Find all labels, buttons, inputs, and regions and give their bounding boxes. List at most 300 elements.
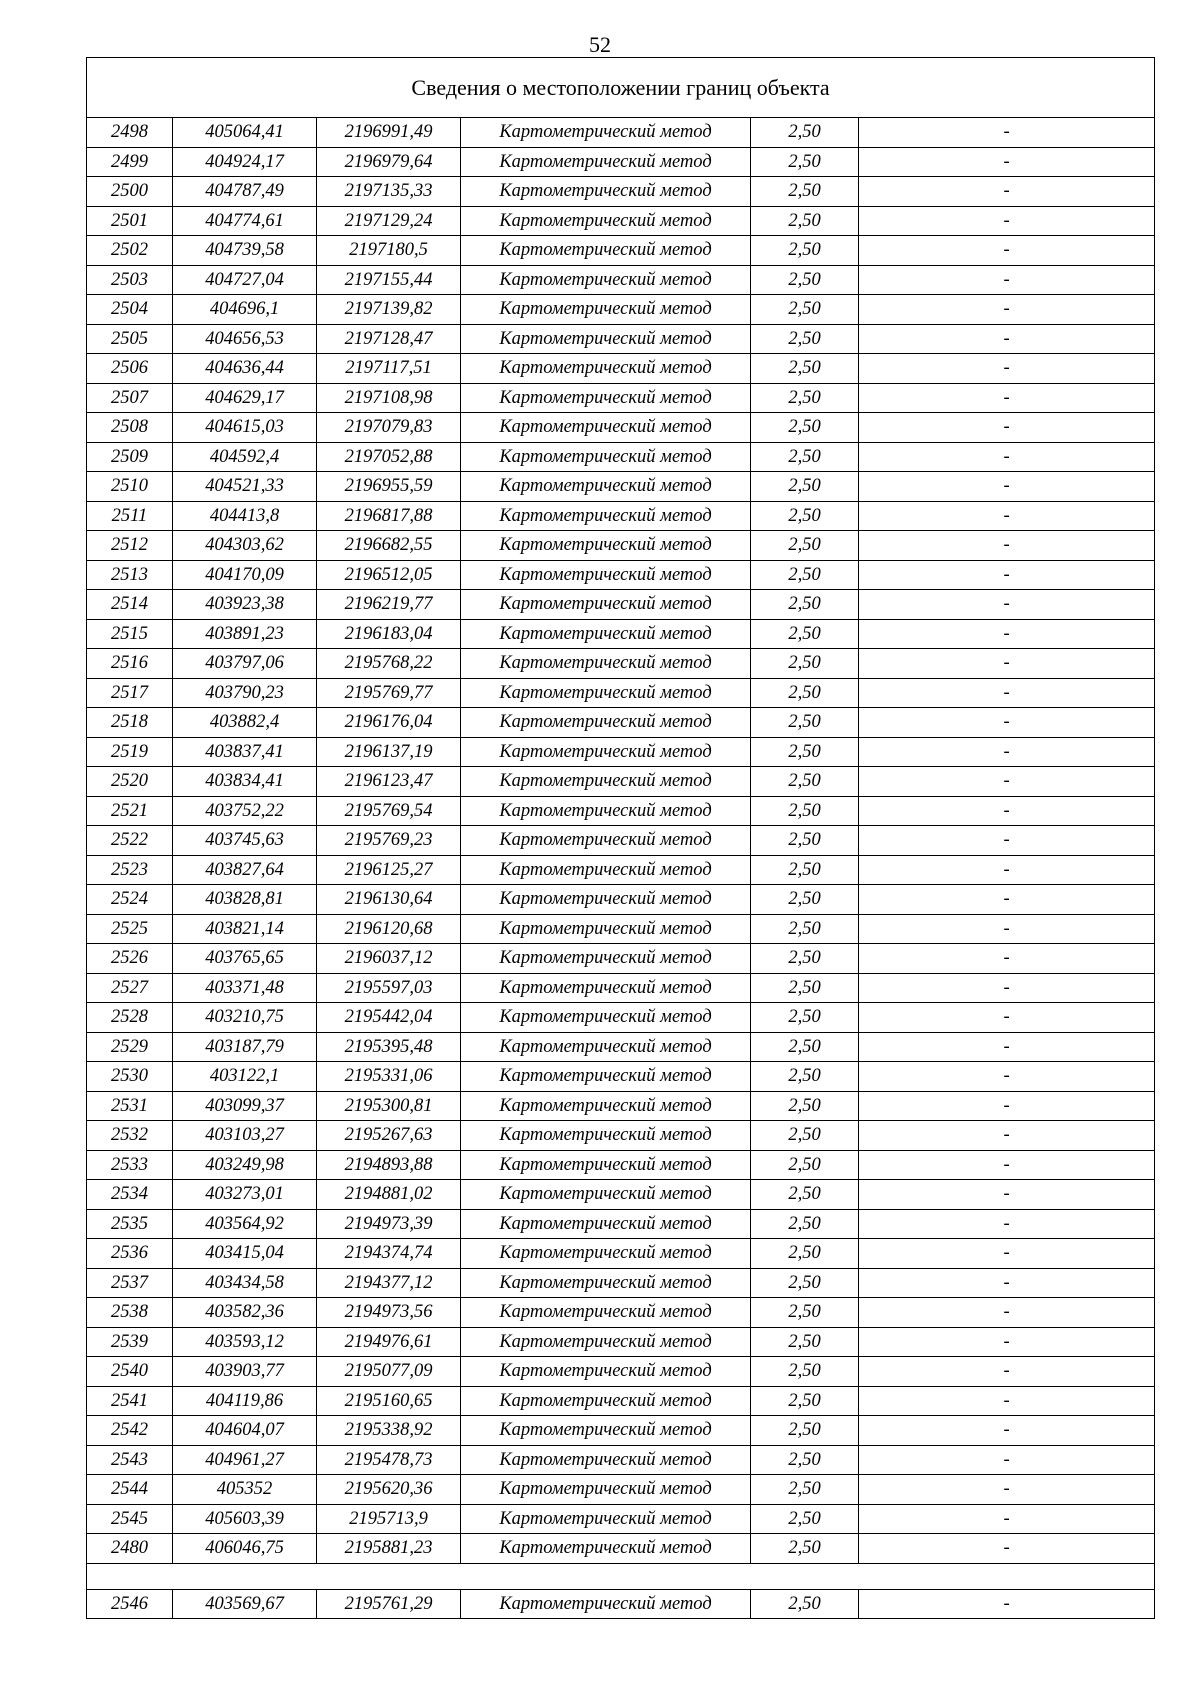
point-number-cell: 2527 [87, 973, 173, 1003]
accuracy-cell: 2,50 [751, 737, 859, 767]
method-cell: Картометрический метод [461, 354, 751, 384]
description-cell: - [859, 737, 1155, 767]
x-coordinate-cell: 404615,03 [173, 413, 317, 443]
description-cell: - [859, 826, 1155, 856]
method-cell: Картометрический метод [461, 855, 751, 885]
accuracy-cell: 2,50 [751, 177, 859, 207]
table-row [87, 1209, 1155, 1239]
accuracy-cell: 2,50 [751, 767, 859, 797]
accuracy-cell: 2,50 [751, 472, 859, 502]
point-number-cell: 2516 [87, 649, 173, 679]
description-cell: - [859, 1386, 1155, 1416]
method-cell: Картометрический метод [461, 413, 751, 443]
y-coordinate-cell: 2195267,63 [317, 1121, 461, 1151]
x-coordinate-cell: 404119,86 [173, 1386, 317, 1416]
accuracy-cell: 2,50 [751, 501, 859, 531]
method-cell: Картометрический метод [461, 383, 751, 413]
accuracy-cell: 2,50 [751, 383, 859, 413]
description-cell: - [859, 1445, 1155, 1475]
description-cell: - [859, 1357, 1155, 1387]
method-cell: Картометрический метод [461, 236, 751, 266]
x-coordinate-cell: 404629,17 [173, 383, 317, 413]
method-cell: Картометрический метод [461, 324, 751, 354]
point-number-cell: 2533 [87, 1150, 173, 1180]
method-cell: Картометрический метод [461, 560, 751, 590]
description-cell: - [859, 118, 1155, 148]
point-number-cell: 2511 [87, 501, 173, 531]
point-number-cell: 2538 [87, 1298, 173, 1328]
accuracy-cell: 2,50 [751, 1589, 859, 1619]
table-row [87, 796, 1155, 826]
y-coordinate-cell: 2195769,54 [317, 796, 461, 826]
point-number-cell: 2535 [87, 1209, 173, 1239]
accuracy-cell: 2,50 [751, 1180, 859, 1210]
method-cell: Картометрический метод [461, 767, 751, 797]
y-coordinate-cell: 2195713,9 [317, 1504, 461, 1534]
description-cell: - [859, 1504, 1155, 1534]
point-number-cell: 2498 [87, 118, 173, 148]
point-number-cell: 2524 [87, 885, 173, 915]
x-coordinate-cell: 404303,62 [173, 531, 317, 561]
method-cell: Картометрический метод [461, 1475, 751, 1505]
accuracy-cell: 2,50 [751, 1209, 859, 1239]
point-number-cell: 2545 [87, 1504, 173, 1534]
table-row [87, 1589, 1155, 1619]
x-coordinate-cell: 403828,81 [173, 885, 317, 915]
description-cell: - [859, 1062, 1155, 1092]
point-number-cell: 2537 [87, 1268, 173, 1298]
method-cell: Картометрический метод [461, 826, 751, 856]
y-coordinate-cell: 2196137,19 [317, 737, 461, 767]
empty-cell [87, 1563, 1155, 1589]
description-cell: - [859, 1121, 1155, 1151]
x-coordinate-cell: 403099,37 [173, 1091, 317, 1121]
accuracy-cell: 2,50 [751, 206, 859, 236]
method-cell: Картометрический метод [461, 1121, 751, 1151]
x-coordinate-cell: 404592,4 [173, 442, 317, 472]
accuracy-cell: 2,50 [751, 885, 859, 915]
x-coordinate-cell: 406046,75 [173, 1534, 317, 1564]
x-coordinate-cell: 404170,09 [173, 560, 317, 590]
point-number-cell: 2541 [87, 1386, 173, 1416]
accuracy-cell: 2,50 [751, 118, 859, 148]
point-number-cell: 2540 [87, 1357, 173, 1387]
table-row [87, 472, 1155, 502]
accuracy-cell: 2,50 [751, 649, 859, 679]
accuracy-cell: 2,50 [751, 1416, 859, 1446]
point-number-cell: 2501 [87, 206, 173, 236]
method-cell: Картометрический метод [461, 885, 751, 915]
description-cell: - [859, 944, 1155, 974]
boundary-coordinates-table [86, 57, 1155, 1619]
description-cell: - [859, 1209, 1155, 1239]
accuracy-cell: 2,50 [751, 1003, 859, 1033]
table-row [87, 531, 1155, 561]
table-row [87, 737, 1155, 767]
x-coordinate-cell: 404739,58 [173, 236, 317, 266]
x-coordinate-cell: 405064,41 [173, 118, 317, 148]
point-number-cell: 2480 [87, 1534, 173, 1564]
description-cell: - [859, 649, 1155, 679]
x-coordinate-cell: 403564,92 [173, 1209, 317, 1239]
y-coordinate-cell: 2196176,04 [317, 708, 461, 738]
method-cell: Картометрический метод [461, 1298, 751, 1328]
y-coordinate-cell: 2197052,88 [317, 442, 461, 472]
y-coordinate-cell: 2194374,74 [317, 1239, 461, 1269]
y-coordinate-cell: 2196123,47 [317, 767, 461, 797]
accuracy-cell: 2,50 [751, 914, 859, 944]
point-number-cell: 2508 [87, 413, 173, 443]
table-title: Сведения о местоположении границ объекта [87, 58, 1155, 118]
method-cell: Картометрический метод [461, 295, 751, 325]
method-cell: Картометрический метод [461, 1091, 751, 1121]
y-coordinate-cell: 2196682,55 [317, 531, 461, 561]
y-coordinate-cell: 2197135,33 [317, 177, 461, 207]
x-coordinate-cell: 403371,48 [173, 973, 317, 1003]
y-coordinate-cell: 2196130,64 [317, 885, 461, 915]
description-cell: - [859, 885, 1155, 915]
description-cell: - [859, 206, 1155, 236]
x-coordinate-cell: 404656,53 [173, 324, 317, 354]
x-coordinate-cell: 404924,17 [173, 147, 317, 177]
table-row [87, 206, 1155, 236]
table-row [87, 1416, 1155, 1446]
y-coordinate-cell: 2196037,12 [317, 944, 461, 974]
description-cell: - [859, 678, 1155, 708]
method-cell: Картометрический метод [461, 1386, 751, 1416]
description-cell: - [859, 442, 1155, 472]
x-coordinate-cell: 404727,04 [173, 265, 317, 295]
x-coordinate-cell: 403837,41 [173, 737, 317, 767]
accuracy-cell: 2,50 [751, 1327, 859, 1357]
table-row [87, 501, 1155, 531]
table-row [87, 885, 1155, 915]
table-row [87, 826, 1155, 856]
method-cell: Картометрический метод [461, 1003, 751, 1033]
point-number-cell: 2502 [87, 236, 173, 266]
page-number: 52 [589, 32, 611, 57]
accuracy-cell: 2,50 [751, 855, 859, 885]
y-coordinate-cell: 2195881,23 [317, 1534, 461, 1564]
point-number-cell: 2534 [87, 1180, 173, 1210]
description-cell: - [859, 590, 1155, 620]
description-cell: - [859, 560, 1155, 590]
table-row [87, 1357, 1155, 1387]
y-coordinate-cell: 2195077,09 [317, 1357, 461, 1387]
method-cell: Картометрический метод [461, 737, 751, 767]
y-coordinate-cell: 2197155,44 [317, 265, 461, 295]
y-coordinate-cell: 2197180,5 [317, 236, 461, 266]
method-cell: Картометрический метод [461, 649, 751, 679]
method-cell: Картометрический метод [461, 206, 751, 236]
x-coordinate-cell: 404604,07 [173, 1416, 317, 1446]
x-coordinate-cell: 403827,64 [173, 855, 317, 885]
accuracy-cell: 2,50 [751, 826, 859, 856]
accuracy-cell: 2,50 [751, 236, 859, 266]
point-number-cell: 2514 [87, 590, 173, 620]
x-coordinate-cell: 404413,8 [173, 501, 317, 531]
x-coordinate-cell: 403752,22 [173, 796, 317, 826]
point-number-cell: 2500 [87, 177, 173, 207]
accuracy-cell: 2,50 [751, 1268, 859, 1298]
point-number-cell: 2517 [87, 678, 173, 708]
accuracy-cell: 2,50 [751, 590, 859, 620]
description-cell: - [859, 1589, 1155, 1619]
table-row [87, 914, 1155, 944]
method-cell: Картометрический метод [461, 1268, 751, 1298]
point-number-cell: 2529 [87, 1032, 173, 1062]
y-coordinate-cell: 2195597,03 [317, 973, 461, 1003]
point-number-cell: 2506 [87, 354, 173, 384]
x-coordinate-cell: 404521,33 [173, 472, 317, 502]
table-row [87, 1386, 1155, 1416]
accuracy-cell: 2,50 [751, 531, 859, 561]
table-row [87, 177, 1155, 207]
point-number-cell: 2505 [87, 324, 173, 354]
y-coordinate-cell: 2195769,23 [317, 826, 461, 856]
accuracy-cell: 2,50 [751, 1298, 859, 1328]
table-row [87, 118, 1155, 148]
table-row [87, 1504, 1155, 1534]
x-coordinate-cell: 404636,44 [173, 354, 317, 384]
table-row [87, 1445, 1155, 1475]
table-row [87, 354, 1155, 384]
method-cell: Картометрический метод [461, 796, 751, 826]
accuracy-cell: 2,50 [751, 973, 859, 1003]
accuracy-cell: 2,50 [751, 354, 859, 384]
x-coordinate-cell: 403273,01 [173, 1180, 317, 1210]
point-number-cell: 2510 [87, 472, 173, 502]
point-number-cell: 2499 [87, 147, 173, 177]
x-coordinate-cell: 403797,06 [173, 649, 317, 679]
accuracy-cell: 2,50 [751, 1239, 859, 1269]
description-cell: - [859, 177, 1155, 207]
accuracy-cell: 2,50 [751, 944, 859, 974]
table-row [87, 1268, 1155, 1298]
method-cell: Картометрический метод [461, 1445, 751, 1475]
description-cell: - [859, 708, 1155, 738]
method-cell: Картометрический метод [461, 944, 751, 974]
accuracy-cell: 2,50 [751, 1091, 859, 1121]
y-coordinate-cell: 2196125,27 [317, 855, 461, 885]
y-coordinate-cell: 2195331,06 [317, 1062, 461, 1092]
method-cell: Картометрический метод [461, 1416, 751, 1446]
method-cell: Картометрический метод [461, 914, 751, 944]
accuracy-cell: 2,50 [751, 1534, 859, 1564]
point-number-cell: 2542 [87, 1416, 173, 1446]
point-number-cell: 2509 [87, 442, 173, 472]
description-cell: - [859, 767, 1155, 797]
method-cell: Картометрический метод [461, 1180, 751, 1210]
x-coordinate-cell: 403923,38 [173, 590, 317, 620]
method-cell: Картометрический метод [461, 590, 751, 620]
table-row [87, 1091, 1155, 1121]
y-coordinate-cell: 2195338,92 [317, 1416, 461, 1446]
point-number-cell: 2543 [87, 1445, 173, 1475]
x-coordinate-cell: 404961,27 [173, 1445, 317, 1475]
description-cell: - [859, 501, 1155, 531]
description-cell: - [859, 472, 1155, 502]
table-row [87, 265, 1155, 295]
y-coordinate-cell: 2196817,88 [317, 501, 461, 531]
x-coordinate-cell: 403582,36 [173, 1298, 317, 1328]
x-coordinate-cell: 405352 [173, 1475, 317, 1505]
y-coordinate-cell: 2196219,77 [317, 590, 461, 620]
x-coordinate-cell: 403415,04 [173, 1239, 317, 1269]
method-cell: Картометрический метод [461, 1589, 751, 1619]
y-coordinate-cell: 2197139,82 [317, 295, 461, 325]
y-coordinate-cell: 2194976,61 [317, 1327, 461, 1357]
table-title-row [87, 58, 1155, 118]
x-coordinate-cell: 403882,4 [173, 708, 317, 738]
method-cell: Картометрический метод [461, 619, 751, 649]
x-coordinate-cell: 404774,61 [173, 206, 317, 236]
description-cell: - [859, 383, 1155, 413]
y-coordinate-cell: 2197128,47 [317, 324, 461, 354]
accuracy-cell: 2,50 [751, 1121, 859, 1151]
method-cell: Картометрический метод [461, 177, 751, 207]
y-coordinate-cell: 2197079,83 [317, 413, 461, 443]
x-coordinate-cell: 403210,75 [173, 1003, 317, 1033]
accuracy-cell: 2,50 [751, 1445, 859, 1475]
method-cell: Картометрический метод [461, 1209, 751, 1239]
y-coordinate-cell: 2195478,73 [317, 1445, 461, 1475]
description-cell: - [859, 855, 1155, 885]
description-cell: - [859, 236, 1155, 266]
method-cell: Картометрический метод [461, 118, 751, 148]
x-coordinate-cell: 403834,41 [173, 767, 317, 797]
method-cell: Картометрический метод [461, 678, 751, 708]
table-row [87, 1150, 1155, 1180]
x-coordinate-cell: 403745,63 [173, 826, 317, 856]
method-cell: Картометрический метод [461, 1150, 751, 1180]
table-row [87, 147, 1155, 177]
table-row [87, 1180, 1155, 1210]
accuracy-cell: 2,50 [751, 1062, 859, 1092]
y-coordinate-cell: 2196120,68 [317, 914, 461, 944]
description-cell: - [859, 354, 1155, 384]
y-coordinate-cell: 2196955,59 [317, 472, 461, 502]
method-cell: Картометрический метод [461, 1032, 751, 1062]
table-row [87, 1534, 1155, 1564]
y-coordinate-cell: 2195442,04 [317, 1003, 461, 1033]
y-coordinate-cell: 2194973,39 [317, 1209, 461, 1239]
description-cell: - [859, 796, 1155, 826]
table-row [87, 767, 1155, 797]
method-cell: Картометрический метод [461, 501, 751, 531]
table-row [87, 590, 1155, 620]
point-number-cell: 2520 [87, 767, 173, 797]
y-coordinate-cell: 2196183,04 [317, 619, 461, 649]
description-cell: - [859, 914, 1155, 944]
description-cell: - [859, 413, 1155, 443]
point-number-cell: 2518 [87, 708, 173, 738]
method-cell: Картометрический метод [461, 442, 751, 472]
method-cell: Картометрический метод [461, 531, 751, 561]
x-coordinate-cell: 403821,14 [173, 914, 317, 944]
table-row [87, 383, 1155, 413]
method-cell: Картометрический метод [461, 973, 751, 1003]
description-cell: - [859, 1534, 1155, 1564]
y-coordinate-cell: 2197108,98 [317, 383, 461, 413]
description-cell: - [859, 1032, 1155, 1062]
accuracy-cell: 2,50 [751, 413, 859, 443]
x-coordinate-cell: 403765,65 [173, 944, 317, 974]
table-row [87, 649, 1155, 679]
y-coordinate-cell: 2196979,64 [317, 147, 461, 177]
y-coordinate-cell: 2194973,56 [317, 1298, 461, 1328]
y-coordinate-cell: 2196991,49 [317, 118, 461, 148]
accuracy-cell: 2,50 [751, 1475, 859, 1505]
table-row [87, 1239, 1155, 1269]
table-row [87, 560, 1155, 590]
table-row [87, 1032, 1155, 1062]
accuracy-cell: 2,50 [751, 619, 859, 649]
y-coordinate-cell: 2196512,05 [317, 560, 461, 590]
description-cell: - [859, 531, 1155, 561]
table-row [87, 1062, 1155, 1092]
point-number-cell: 2513 [87, 560, 173, 590]
table-row [87, 1475, 1155, 1505]
description-cell: - [859, 1239, 1155, 1269]
table-row [87, 619, 1155, 649]
point-number-cell: 2536 [87, 1239, 173, 1269]
point-number-cell: 2523 [87, 855, 173, 885]
point-number-cell: 2532 [87, 1121, 173, 1151]
method-cell: Картометрический метод [461, 265, 751, 295]
table-row [87, 1327, 1155, 1357]
accuracy-cell: 2,50 [751, 708, 859, 738]
accuracy-cell: 2,50 [751, 1357, 859, 1387]
table-row [87, 708, 1155, 738]
y-coordinate-cell: 2195768,22 [317, 649, 461, 679]
description-cell: - [859, 1003, 1155, 1033]
table-row [87, 236, 1155, 266]
accuracy-cell: 2,50 [751, 1386, 859, 1416]
point-number-cell: 2546 [87, 1589, 173, 1619]
y-coordinate-cell: 2195300,81 [317, 1091, 461, 1121]
description-cell: - [859, 147, 1155, 177]
method-cell: Картометрический метод [461, 708, 751, 738]
x-coordinate-cell: 403122,1 [173, 1062, 317, 1092]
description-cell: - [859, 295, 1155, 325]
x-coordinate-cell: 403249,98 [173, 1150, 317, 1180]
table-row [87, 855, 1155, 885]
table-row [87, 324, 1155, 354]
method-cell: Картометрический метод [461, 1504, 751, 1534]
table-row [87, 1298, 1155, 1328]
point-number-cell: 2515 [87, 619, 173, 649]
table-row [87, 1003, 1155, 1033]
description-cell: - [859, 1475, 1155, 1505]
point-number-cell: 2504 [87, 295, 173, 325]
point-number-cell: 2539 [87, 1327, 173, 1357]
table-row [87, 413, 1155, 443]
table-row [87, 1121, 1155, 1151]
table-gap-row [87, 1563, 1155, 1589]
x-coordinate-cell: 403103,27 [173, 1121, 317, 1151]
description-cell: - [859, 1327, 1155, 1357]
point-number-cell: 2544 [87, 1475, 173, 1505]
description-cell: - [859, 324, 1155, 354]
accuracy-cell: 2,50 [751, 796, 859, 826]
y-coordinate-cell: 2195395,48 [317, 1032, 461, 1062]
point-number-cell: 2521 [87, 796, 173, 826]
y-coordinate-cell: 2194377,12 [317, 1268, 461, 1298]
description-cell: - [859, 1180, 1155, 1210]
x-coordinate-cell: 403790,23 [173, 678, 317, 708]
accuracy-cell: 2,50 [751, 1504, 859, 1534]
